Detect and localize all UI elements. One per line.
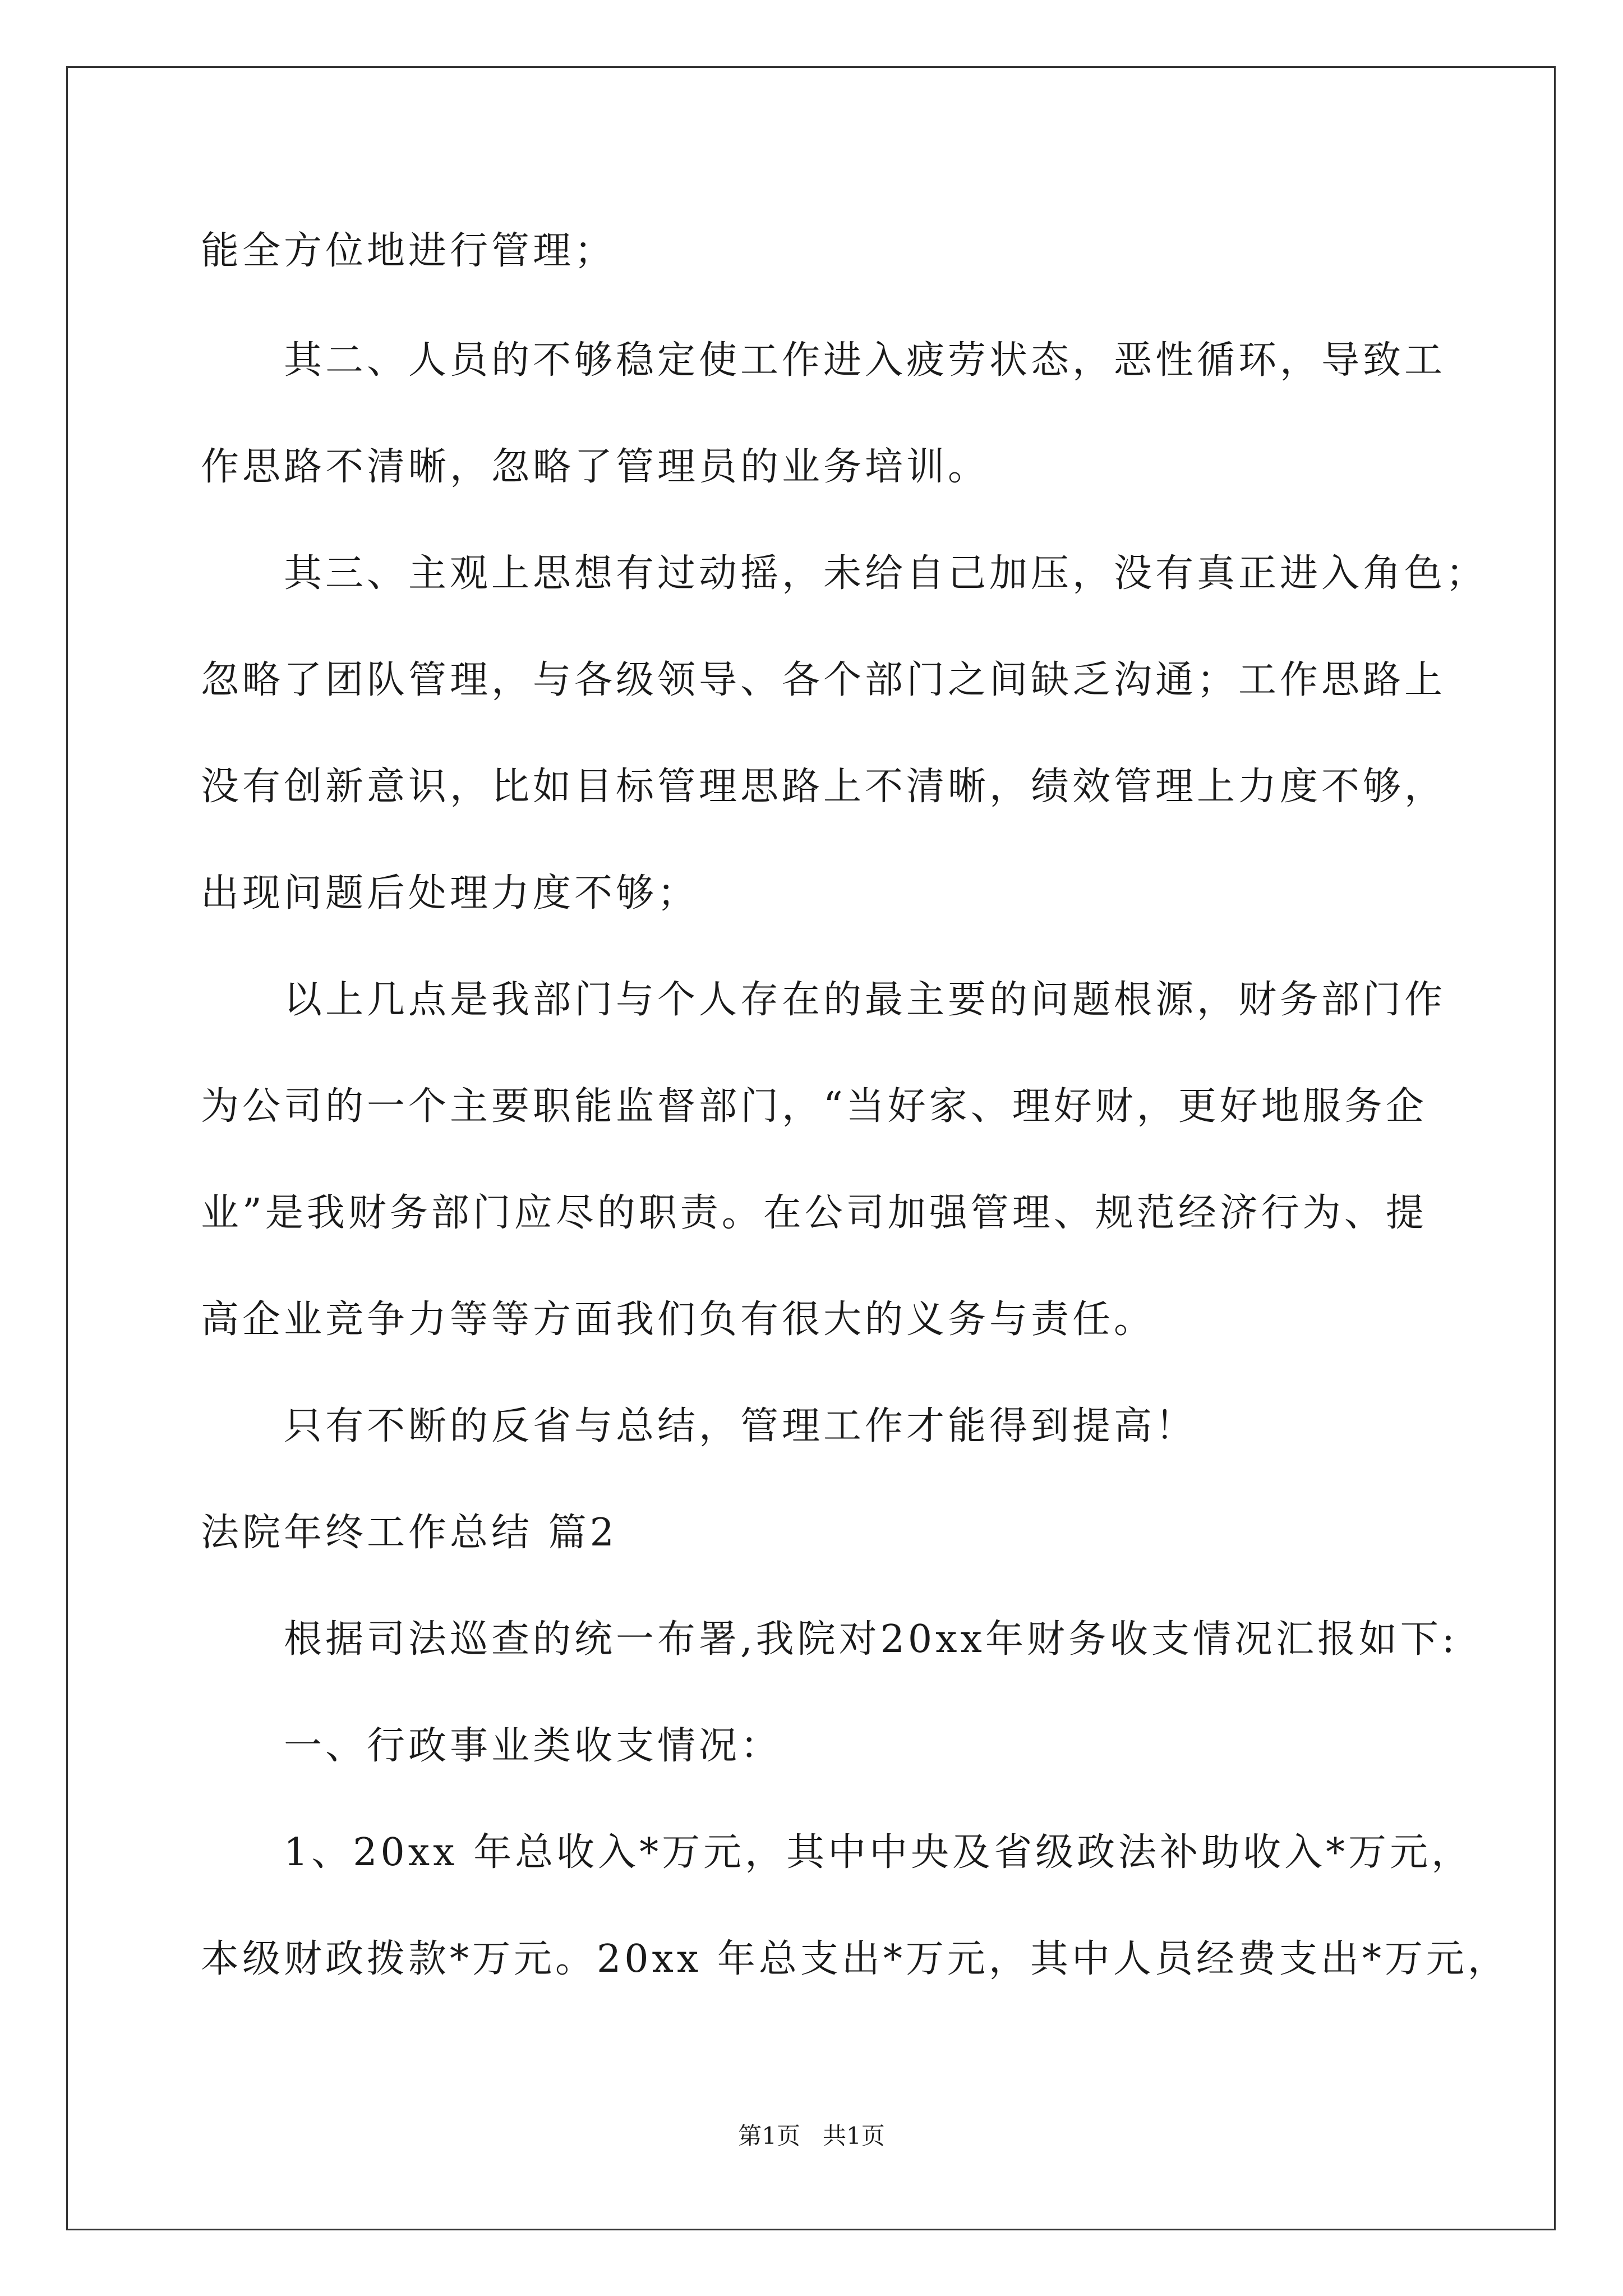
- page-border: [66, 66, 1556, 2230]
- body-line: 其三、主观上思想有过动摇，未给自己加压，没有真正进入角色；: [284, 551, 1488, 596]
- page-footer: 第1页 共1页: [738, 2122, 885, 2150]
- body-line: 为公司的一个主要职能监督部门，“当好家、理好财，更好地服务企: [201, 1084, 1427, 1129]
- body-line: 根据司法巡查的统一布署,我院对20xx年财务收支情况汇报如下:: [284, 1617, 1458, 1662]
- body-line: 出现问题后处理力度不够；: [201, 871, 699, 915]
- body-line: 其二、人员的不够稳定使工作进入疲劳状态，恶性循环，导致工: [284, 338, 1446, 383]
- body-line: 能全方位地进行管理；: [201, 229, 616, 273]
- body-line: 忽略了团队管理，与各级领导、各个部门之间缺乏沟通；工作思路上: [201, 658, 1446, 702]
- body-line: 没有创新意识，比如目标管理思路上不清晰，绩效管理上力度不够，: [201, 765, 1446, 809]
- body-line: 以上几点是我部门与个人存在的最主要的问题根源，财务部门作: [284, 978, 1446, 1022]
- body-line: 1、20xx 年总收入*万元，其中中央及省级政法补助收入*万元，: [284, 1830, 1473, 1875]
- body-line: 本级财政拨款*万元。20xx 年总支出*万元，其中人员经费支出*万元，: [201, 1937, 1509, 1981]
- body-line: 业”是我财务部门应尽的职责。在公司加强管理、规范经济行为、提: [201, 1191, 1427, 1235]
- body-line: 高企业竞争力等等方面我们负有很大的义务与责任。: [201, 1297, 1156, 1342]
- body-line: 只有不断的反省与总结，管理工作才能得到提高！: [284, 1404, 1197, 1448]
- section-heading: 法院年终工作总结 篇2: [201, 1511, 617, 1555]
- body-line: 一、行政事业类收支情况：: [284, 1724, 782, 1768]
- body-line: 作思路不清晰，忽略了管理员的业务培训。: [201, 445, 990, 489]
